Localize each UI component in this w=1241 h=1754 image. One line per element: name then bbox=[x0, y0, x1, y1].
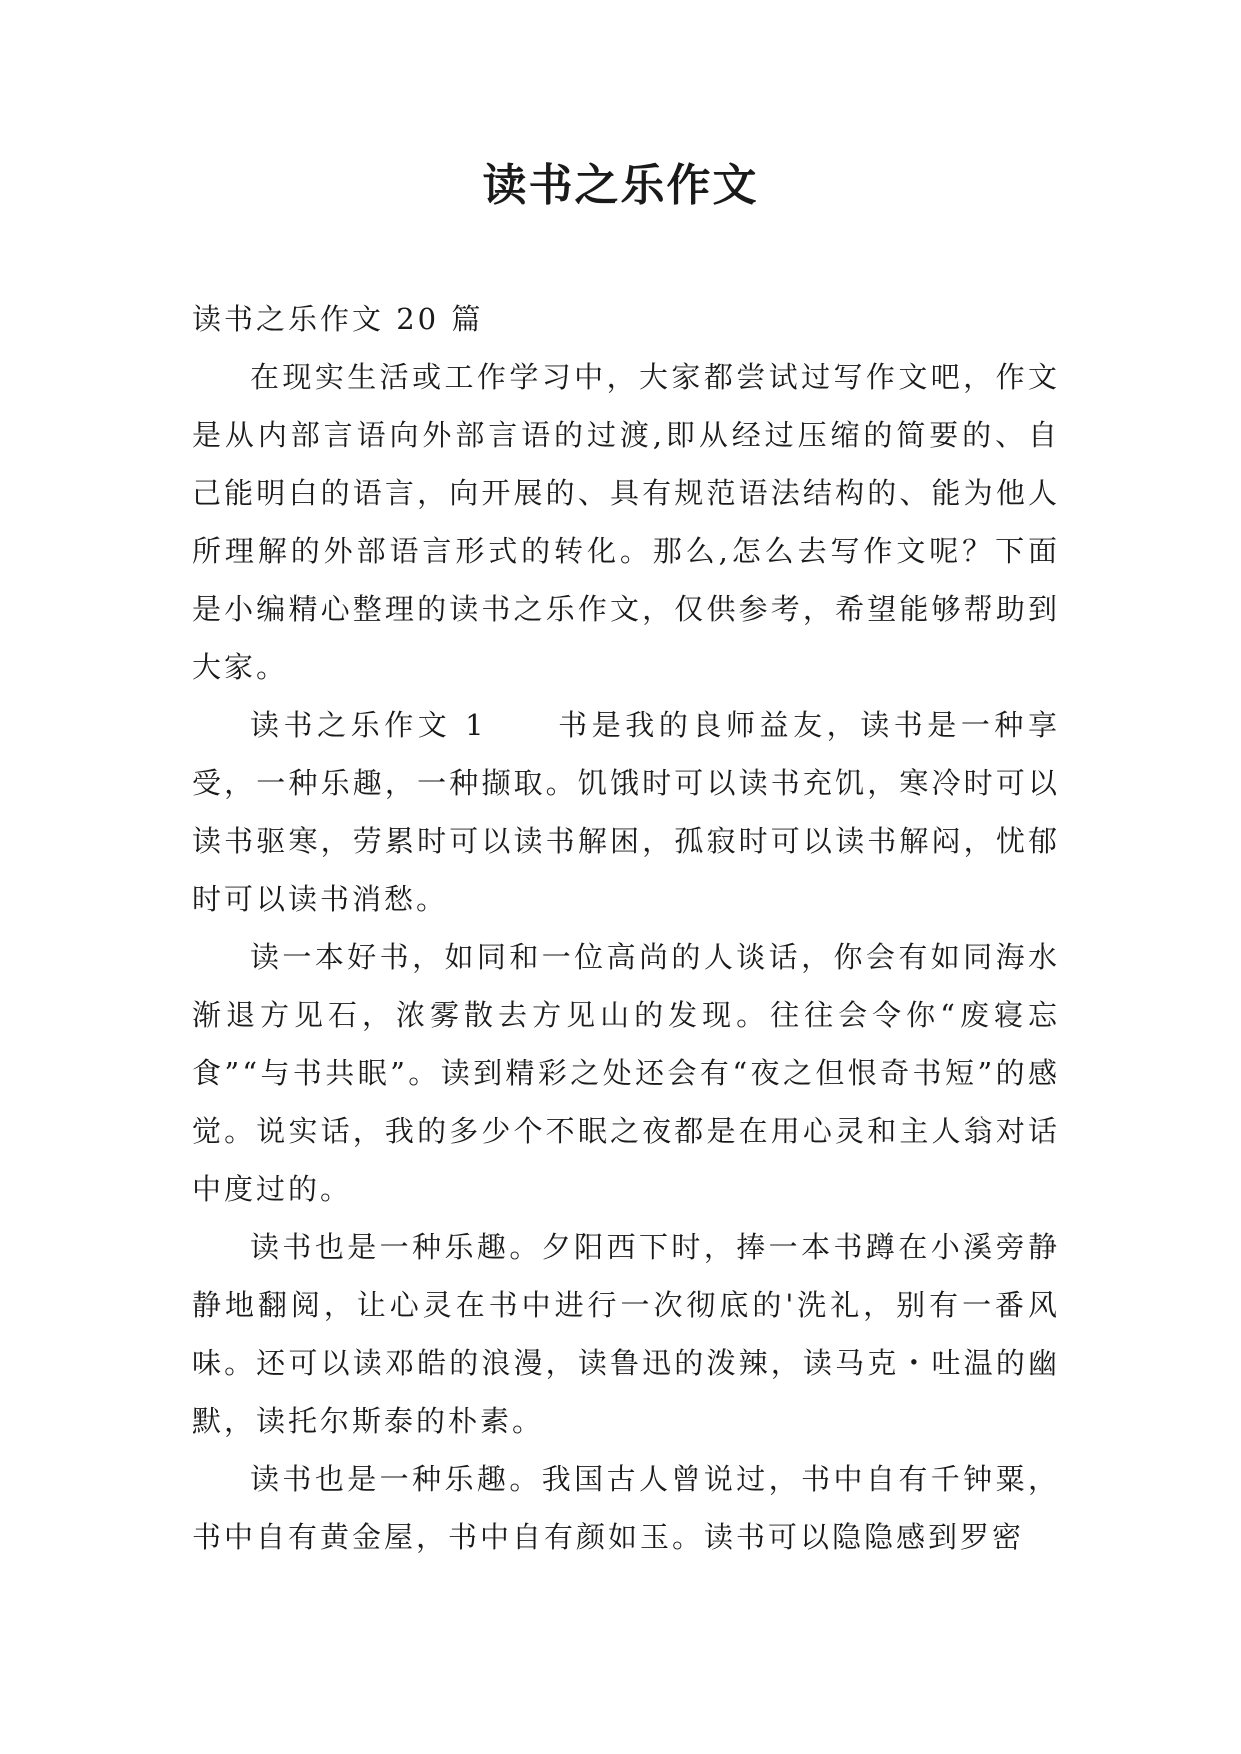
document-subtitle: 读书之乐作文 20 篇 bbox=[192, 302, 484, 336]
document-title: 读书之乐作文 bbox=[482, 160, 759, 211]
intro-paragraph: 在现实生活或工作学习中，大家都尝试过写作文吧，作文是从内部言语向外部言语的过渡,即从经过压缩的简要的、自己能明白的语言，向开展的、具有规范语法结构的、能为他人所理解的外部语言形式的转化。那么,怎么去写作文呢？下面是小编精心整理的读书之乐作文，仅供参考，希望能够帮助到大家。 bbox=[192, 360, 1060, 684]
essay-1-paragraph-2: 读一本好书，如同和一位高尚的人谈话，你会有如同海水渐退方见石，浓雾散去方见山的发现。往往会令你“废寝忘食”“与书共眠”。读到精彩之处还会有“夜之但恨奇书短”的感觉。说实话，我的多少个不眠之夜都是在用心灵和主人翁对话中度过的。 bbox=[192, 940, 1060, 1206]
essay-1-paragraph-1 bbox=[192, 696, 1060, 928]
document-body bbox=[192, 290, 1060, 1566]
essay-1-heading: 读书之乐作文 1 bbox=[250, 708, 487, 742]
essay-1-paragraph-4: 读书也是一种乐趣。我国古人曾说过，书中自有千钟粟，书中自有黄金屋，书中自有颜如玉。读书可以隐隐感到罗密 bbox=[192, 1462, 1060, 1554]
essay-1-paragraph-3: 读书也是一种乐趣。夕阳西下时，捧一本书蹲在小溪旁静静地翻阅，让心灵在书中进行一次彻底的'洗礼，别有一番风味。还可以读邓皓的浪漫，读鲁迅的泼辣，读马克・吐温的幽默，读托尔斯泰的朴素。 bbox=[192, 1230, 1060, 1438]
essay-1-paragraph-1-text: 书是我的良师益友，读书是一种享受，一种乐趣，一种撷取。饥饿时可以读书充饥，寒冷时可以读书驱寒，劳累时可以读书解困，孤寂时可以读书解闷，忧郁时可以读书消愁。 bbox=[192, 708, 1060, 916]
